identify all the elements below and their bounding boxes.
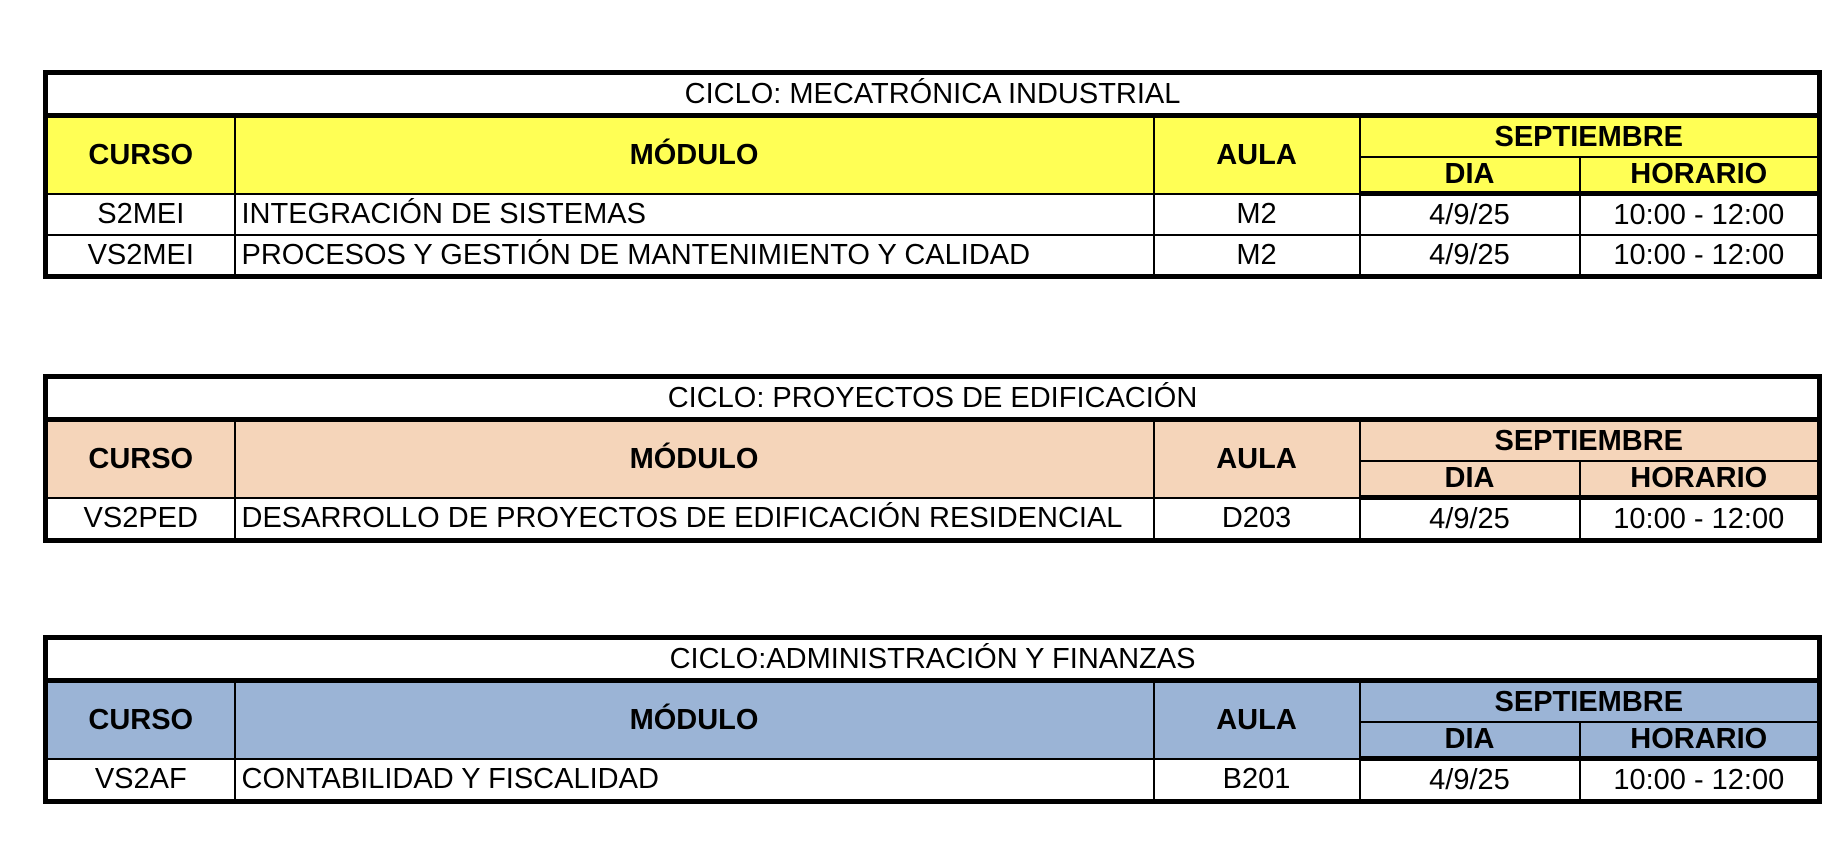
header-modulo: MÓDULO <box>235 116 1154 194</box>
cycle-title: CICLO:ADMINISTRACIÓN Y FINANZAS <box>46 638 1820 681</box>
cell-modulo: PROCESOS Y GESTIÓN DE MANTENIMIENTO Y CALIDAD <box>235 235 1154 277</box>
header-dia: DIA <box>1360 157 1580 194</box>
cell-curso: VS2AF <box>46 759 235 802</box>
cycle-title: CICLO: PROYECTOS DE EDIFICACIÓN <box>46 377 1820 420</box>
cell-modulo: INTEGRACIÓN DE SISTEMAS <box>235 194 1154 236</box>
header-month: SEPTIEMBRE <box>1360 420 1820 462</box>
cell-dia: 4/9/25 <box>1360 194 1580 236</box>
header-aula: AULA <box>1154 420 1360 498</box>
cell-horario: 10:00 - 12:00 <box>1580 498 1820 541</box>
table-row <box>46 194 1820 236</box>
cell-curso: VS2PED <box>46 498 235 541</box>
cell-dia: 4/9/25 <box>1360 498 1580 541</box>
header-horario: HORARIO <box>1580 461 1820 498</box>
cell-aula: B201 <box>1154 759 1360 802</box>
header-dia: DIA <box>1360 722 1580 759</box>
table-row <box>46 498 1820 541</box>
header-modulo: MÓDULO <box>235 681 1154 759</box>
cell-aula: M2 <box>1154 235 1360 277</box>
schedule-table-mecatronica <box>43 70 1822 279</box>
cycle-title: CICLO: MECATRÓNICA INDUSTRIAL <box>46 73 1820 116</box>
cell-horario: 10:00 - 12:00 <box>1580 194 1820 236</box>
cell-aula: D203 <box>1154 498 1360 541</box>
header-month: SEPTIEMBRE <box>1360 681 1820 723</box>
cell-modulo: CONTABILIDAD Y FISCALIDAD <box>235 759 1154 802</box>
header-aula: AULA <box>1154 681 1360 759</box>
cell-horario: 10:00 - 12:00 <box>1580 235 1820 277</box>
header-month: SEPTIEMBRE <box>1360 116 1820 158</box>
header-dia: DIA <box>1360 461 1580 498</box>
header-aula: AULA <box>1154 116 1360 194</box>
cell-dia: 4/9/25 <box>1360 759 1580 802</box>
cell-modulo: DESARROLLO DE PROYECTOS DE EDIFICACIÓN RESIDENCIAL <box>235 498 1154 541</box>
schedule-table-administracion <box>43 635 1822 804</box>
table-row <box>46 235 1820 277</box>
header-row <box>46 681 1820 723</box>
header-horario: HORARIO <box>1580 722 1820 759</box>
header-row <box>46 420 1820 462</box>
header-modulo: MÓDULO <box>235 420 1154 498</box>
cell-dia: 4/9/25 <box>1360 235 1580 277</box>
cell-aula: M2 <box>1154 194 1360 236</box>
cell-curso: VS2MEI <box>46 235 235 277</box>
header-curso: CURSO <box>46 116 235 194</box>
cell-horario: 10:00 - 12:00 <box>1580 759 1820 802</box>
header-curso: CURSO <box>46 681 235 759</box>
header-row <box>46 116 1820 158</box>
cell-curso: S2MEI <box>46 194 235 236</box>
header-curso: CURSO <box>46 420 235 498</box>
header-horario: HORARIO <box>1580 157 1820 194</box>
schedule-table-edificacion <box>43 374 1822 543</box>
table-row <box>46 759 1820 802</box>
